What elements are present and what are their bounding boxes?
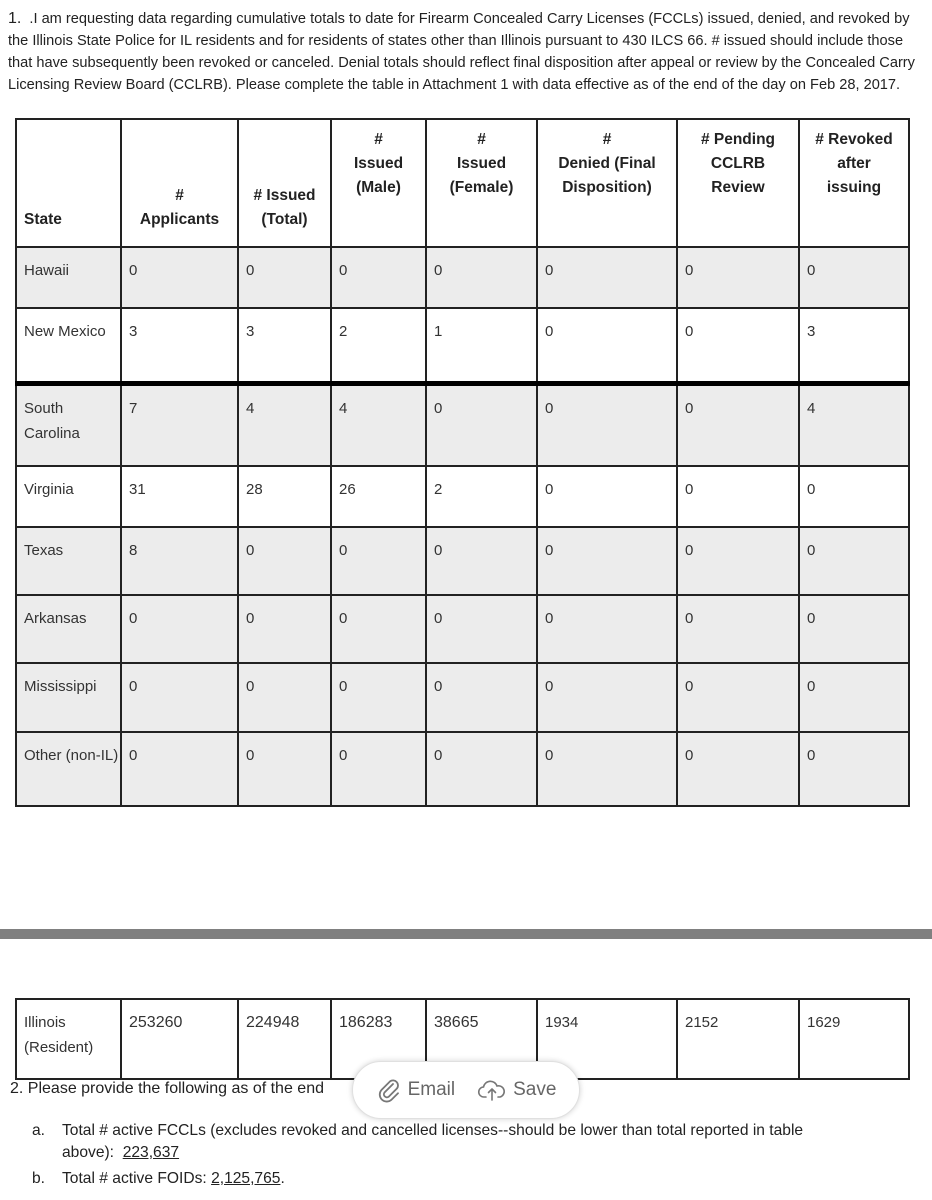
item-continuation: above): 223,637 <box>62 1144 180 1161</box>
cloud-upload-icon <box>477 1078 507 1102</box>
cell-revoked: 1629 <box>799 999 909 1079</box>
cell-issued-female: 0 <box>426 383 537 466</box>
cell-issued-male: 0 <box>331 527 426 595</box>
cell-denied: 0 <box>537 595 677 663</box>
active-fccl-value: 223,637 <box>122 1144 180 1161</box>
email-label: Email <box>407 1079 456 1100</box>
header-denied: # Denied (Final Disposition) <box>537 119 677 247</box>
cell-denied: 0 <box>537 663 677 732</box>
cell-issued-total: 28 <box>238 466 331 527</box>
cell-denied: 0 <box>537 466 677 527</box>
cell-issued-male: 2 <box>331 308 426 383</box>
header-revoked: # Revoked after issuing <box>799 119 909 247</box>
cell-state: Virginia <box>16 466 121 527</box>
paperclip-icon <box>376 1077 402 1103</box>
cell-pending: 0 <box>677 466 799 527</box>
item-letter: a. <box>32 1122 46 1139</box>
header-applicants: # Applicants <box>121 119 238 247</box>
table-row <box>16 466 909 527</box>
cell-issued-female: 0 <box>426 247 537 308</box>
cell-revoked: 3 <box>799 308 909 383</box>
cell-pending: 0 <box>677 732 799 806</box>
cell-issued-total: 4 <box>238 383 331 466</box>
cell-issued-female: 2 <box>426 466 537 527</box>
cell-issued-female: 0 <box>426 663 537 732</box>
cell-issued-male: 0 <box>331 663 426 732</box>
data-table <box>15 118 910 807</box>
cell-issued-male: 186283 <box>331 999 426 1079</box>
cell-applicants: 253260 <box>121 999 238 1079</box>
cell-state: Mississippi <box>16 663 121 732</box>
list-item: b. Total # active FOIDs: 2,125,765. <box>32 1168 285 1190</box>
save-label: Save <box>513 1079 557 1100</box>
cell-state: South Carolina <box>16 383 121 466</box>
cell-issued-total: 0 <box>238 527 331 595</box>
cell-state: Hawaii <box>16 247 121 308</box>
cell-pending: 0 <box>677 383 799 466</box>
cell-issued-female: 0 <box>426 527 537 595</box>
cell-issued-female: 1 <box>426 308 537 383</box>
cell-pending: 0 <box>677 527 799 595</box>
cell-denied: 0 <box>537 308 677 383</box>
header-issued-female: # Issued (Female) <box>426 119 537 247</box>
cell-denied: 0 <box>537 527 677 595</box>
item-text: Total # active FOIDs: <box>62 1170 207 1187</box>
cell-state: Texas <box>16 527 121 595</box>
cell-issued-female: 38665 <box>426 999 537 1079</box>
cell-denied: 0 <box>537 247 677 308</box>
table-row <box>16 732 909 806</box>
header-issued-total: # Issued (Total) <box>238 119 331 247</box>
page-divider <box>0 929 932 939</box>
table-row <box>16 595 909 663</box>
table-row <box>16 663 909 732</box>
cell-issued-total: 3 <box>238 308 331 383</box>
cell-denied: 0 <box>537 732 677 806</box>
question-2-text: 2. Please provide the following as of the end <box>10 1080 324 1097</box>
email-button[interactable] <box>376 1077 456 1103</box>
cell-issued-male: 0 <box>331 595 426 663</box>
cell-issued-total: 0 <box>238 732 331 806</box>
header-state: State <box>16 119 121 247</box>
list-item <box>32 1120 803 1164</box>
item-letter: b. <box>32 1170 46 1187</box>
cell-revoked: 0 <box>799 732 909 806</box>
cell-issued-male: 0 <box>331 732 426 806</box>
cell-applicants: 3 <box>121 308 238 383</box>
cell-applicants: 0 <box>121 247 238 308</box>
header-pending: # Pending CCLRB Review <box>677 119 799 247</box>
cell-issued-total: 224948 <box>238 999 331 1079</box>
header-row <box>16 119 909 247</box>
cell-state: Arkansas <box>16 595 121 663</box>
cell-applicants: 7 <box>121 383 238 466</box>
cell-issued-total: 0 <box>238 247 331 308</box>
cell-applicants: 0 <box>121 595 238 663</box>
cell-denied: 1934 <box>537 999 677 1079</box>
table-row <box>16 383 909 466</box>
cell-pending: 0 <box>677 247 799 308</box>
save-button[interactable] <box>477 1078 556 1102</box>
cell-denied: 0 <box>537 383 677 466</box>
cell-state: Other (non-IL) <box>16 732 121 806</box>
cell-revoked: 0 <box>799 595 909 663</box>
cell-issued-male: 4 <box>331 383 426 466</box>
cell-applicants: 8 <box>121 527 238 595</box>
cell-state: Illinois (Resident) <box>16 999 121 1079</box>
cell-pending: 0 <box>677 308 799 383</box>
cell-state: New Mexico <box>16 308 121 383</box>
cell-revoked: 0 <box>799 247 909 308</box>
cell-revoked: 0 <box>799 527 909 595</box>
action-toolbar <box>352 1061 580 1119</box>
cell-pending: 0 <box>677 663 799 732</box>
cell-applicants: 0 <box>121 732 238 806</box>
table-row <box>16 308 909 383</box>
question-number: 1. <box>8 10 22 27</box>
active-foid-value: 2,125,765 <box>211 1170 281 1187</box>
item-text: Total # active FCCLs (excludes revoked and cancelled licenses--should be lower than total reported in table <box>62 1122 804 1139</box>
cell-pending: 0 <box>677 595 799 663</box>
cell-revoked: 0 <box>799 663 909 732</box>
intro-text: .I am requesting data regarding cumulative totals to date for Firearm Concealed Carry Licenses (FCCLs) issued, denied, and revoked by the Illinois State Police for IL residents and for residents of states other than Illinois pursuant to 430 ILCS 66. # issued should include those that have subsequently been revoked or canceled. Denial totals should reflect final disposition after appeal or review by the Concealed Carry Licensing Review Board (CCLRB). Please complete the table in Attachment 1 with data effective as of the end of the day on Feb 28, 2017. <box>8 11 915 93</box>
header-issued-male: # Issued (Male) <box>331 119 426 247</box>
table-row <box>16 527 909 595</box>
cell-revoked: 4 <box>799 383 909 466</box>
cell-pending: 2152 <box>677 999 799 1079</box>
cell-issued-total: 0 <box>238 595 331 663</box>
cell-issued-female: 0 <box>426 732 537 806</box>
cell-issued-male: 0 <box>331 247 426 308</box>
cell-revoked: 0 <box>799 466 909 527</box>
cell-issued-female: 0 <box>426 595 537 663</box>
cell-issued-total: 0 <box>238 663 331 732</box>
cell-issued-male: 26 <box>331 466 426 527</box>
intro-paragraph <box>8 8 920 96</box>
table-row <box>16 247 909 308</box>
cell-applicants: 0 <box>121 663 238 732</box>
cell-applicants: 31 <box>121 466 238 527</box>
